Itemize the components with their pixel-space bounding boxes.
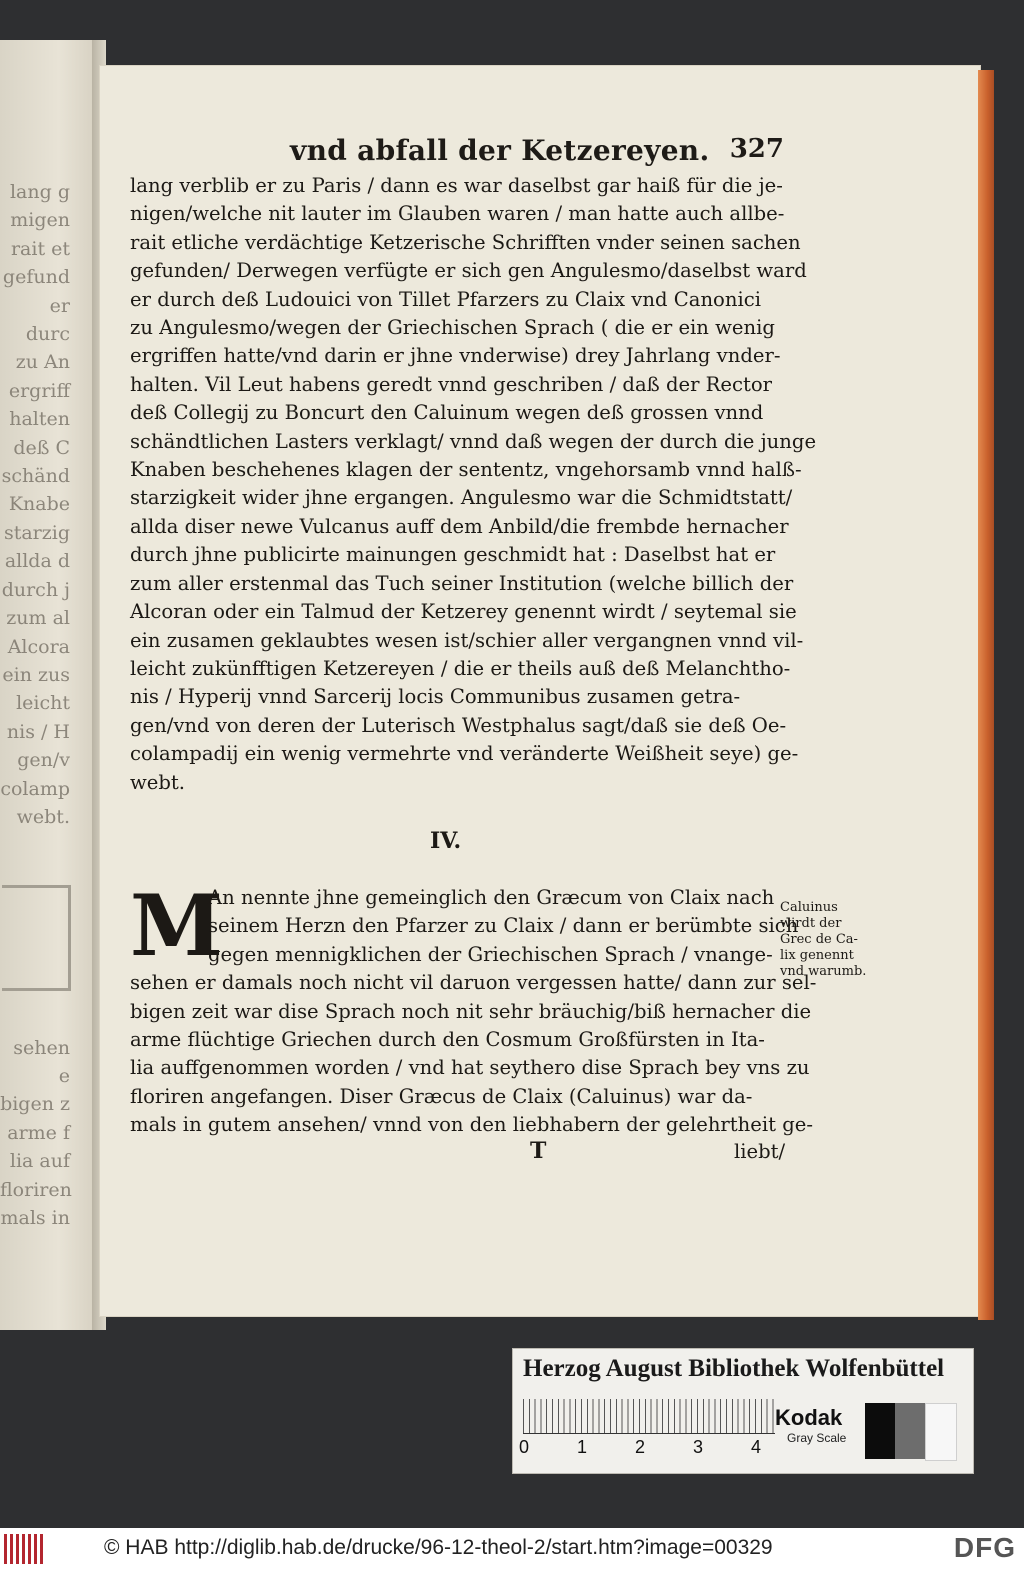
text-line: deß Collegij zu Boncurt den Caluinum wegen deß grossen vnnd bbox=[130, 401, 764, 425]
left-page-bleed-text bbox=[0, 178, 70, 831]
drop-cap-initial: M bbox=[130, 876, 223, 975]
bleed-line: schänd bbox=[1, 465, 70, 488]
text-line: floriren angefangen. Diser Græcus de Claix (Caluinus) war da- bbox=[130, 1084, 753, 1108]
text-line: gefunden/ Derwegen verfügte er sich gen Angulesmo/daselbst ward bbox=[130, 259, 807, 283]
text-line: nigen/welche nit lauter im Glauben waren / man hatte auch allbe- bbox=[130, 202, 785, 226]
bleed-line: arme f bbox=[7, 1121, 70, 1144]
bleed-line: starzig bbox=[3, 521, 70, 544]
page-edge bbox=[978, 70, 994, 1320]
signature-mark: T bbox=[530, 1138, 547, 1164]
ruler-numbers bbox=[519, 1437, 779, 1461]
margin-note-line: lix genennt bbox=[780, 948, 854, 963]
margin-note-line: vnd warumb. bbox=[780, 964, 867, 979]
bleed-line: floriren bbox=[0, 1178, 72, 1201]
bleed-line: leicht bbox=[16, 692, 70, 715]
text-line: Knaben beschehenes klagen der sententz, vngehorsamb vnnd halß- bbox=[130, 458, 802, 482]
text-line: durch jhne publicirte mainungen geschmidt hat : Daselbst hat er bbox=[130, 543, 776, 567]
dfg-logo: DFG bbox=[953, 1532, 1016, 1563]
text-line: zu Angulesmo/wegen der Griechischen Sprach ( die er ein wenig bbox=[130, 316, 775, 340]
gray-scale-label: Gray Scale bbox=[787, 1431, 847, 1445]
bleed-line: migen bbox=[10, 209, 70, 232]
text-line: halten. Vil Leut habens geredt vnnd geschriben / daß der Rector bbox=[130, 372, 773, 396]
left-facing-page bbox=[0, 40, 98, 1330]
text-line: schändtlichen Lasters verklagt/ vnnd daß wegen der durch die junge bbox=[130, 429, 817, 453]
bleed-line: gen/v bbox=[17, 749, 70, 772]
text-line: allda diser newe Vulcanus auff dem Anbild/die frembde hernacher bbox=[130, 514, 789, 538]
margin-note-line: wirdt der bbox=[780, 916, 842, 931]
bleed-line: mals in bbox=[0, 1207, 70, 1230]
bleed-line: nis / H bbox=[6, 720, 70, 743]
catchword: liebt/ bbox=[734, 1140, 786, 1163]
text-line: zum aller erstenmal das Tuch seiner Institution (welche billich der bbox=[130, 571, 794, 595]
bleed-line: gefund bbox=[2, 266, 70, 289]
text-line: Alcoran oder ein Talmud der Ketzerey genennt wirdt / seytemal sie bbox=[130, 600, 797, 624]
scale-ruler bbox=[523, 1399, 775, 1434]
kodak-logo: Kodak bbox=[775, 1405, 843, 1430]
footer-bar bbox=[0, 1528, 1024, 1570]
library-name: Herzog August Bibliothek Wolfenbüttel bbox=[523, 1355, 945, 1382]
ruler-number: 2 bbox=[635, 1437, 646, 1457]
bleed-line bbox=[0, 948, 70, 976]
text-line: leicht zukünfftigen Ketzereyen / die er theils auß deß Melanchtho- bbox=[130, 656, 791, 680]
bleed-line: rait et bbox=[10, 237, 70, 260]
text-line: lang verblib er zu Paris / dann es war daselbst gar haiß für die je- bbox=[130, 174, 783, 197]
text-line: lia auffgenommen worden / vnd hat seythero dise Sprach bey vns zu bbox=[130, 1056, 810, 1080]
bleed-line: ergriff bbox=[8, 379, 70, 402]
ruler-number: 1 bbox=[577, 1437, 588, 1457]
text-line: nis / Hyperij vnnd Sarcerij locis Communibus zusamen getra- bbox=[130, 685, 741, 709]
bleed-line bbox=[0, 920, 70, 948]
bleed-line: allda d bbox=[4, 550, 70, 573]
bleed-line: ein zus bbox=[2, 663, 70, 686]
text-line: bigen zeit war dise Sprach noch nit sehr bräuchig/biß hernacher die bbox=[130, 999, 812, 1023]
ruler-number: 4 bbox=[751, 1437, 762, 1457]
text-line: gen/vnd von deren der Luterisch Westphalus sagt/daß sie deß Oe- bbox=[130, 713, 787, 737]
hab-logo-icon bbox=[4, 1534, 46, 1564]
bleed-line: zum al bbox=[6, 607, 70, 630]
bleed-line: lia auf bbox=[9, 1150, 70, 1173]
swatch-white bbox=[925, 1403, 957, 1461]
text-line: ein zusamen geklaubtes wesen ist/schier aller vergangnen vnnd vil- bbox=[130, 628, 804, 652]
swatch-black bbox=[865, 1403, 895, 1459]
bleed-line: deß C bbox=[13, 436, 70, 459]
bleed-line bbox=[0, 977, 70, 1005]
text-line: er durch deß Ludouici von Tillet Pfarzers zu Claix vnd Canonici bbox=[130, 287, 761, 311]
text-line-indented: gegen mennigklichen der Griechischen Sprach / vnange- bbox=[208, 942, 773, 966]
body-text bbox=[130, 172, 817, 797]
margin-note-line: Grec de Ca- bbox=[780, 932, 858, 947]
bleed-line: Knabe bbox=[8, 493, 70, 516]
bleed-line: bigen z bbox=[0, 1093, 70, 1116]
ruler-number: 3 bbox=[693, 1437, 704, 1457]
bleed-line: Alcora bbox=[7, 635, 70, 658]
page-header bbox=[192, 134, 792, 174]
page-number: 327 bbox=[729, 134, 784, 164]
text-line-indented: An nennte jhne gemeinglich den Græcum von Claix nach bbox=[208, 886, 775, 909]
bleed-line: er durc bbox=[25, 294, 70, 346]
bleed-line: durch j bbox=[1, 578, 70, 601]
library-color-card bbox=[512, 1348, 974, 1474]
footer-source-link[interactable]: © HAB http://diglib.hab.de/drucke/96-12-theol-2/start.htm?image=00329 bbox=[104, 1536, 773, 1559]
text-line: webt. bbox=[130, 770, 186, 794]
bleed-line: webt. bbox=[16, 805, 70, 828]
margin-note-line: Caluinus bbox=[780, 900, 838, 915]
running-head: vnd abfall der Ketzereyen. bbox=[290, 134, 710, 167]
swatch-gray bbox=[895, 1403, 925, 1459]
text-line: colampadij ein wenig vermehrte vnd veränderte Weißheit seye) ge- bbox=[130, 742, 799, 766]
text-line: rait etliche verdächtige Ketzerische Schrifften vnder seinen sachen bbox=[130, 230, 801, 254]
bleed-line: halten bbox=[9, 408, 70, 431]
left-page-bleed-text-lower bbox=[0, 920, 70, 1232]
section-number: IV. bbox=[430, 828, 462, 854]
bleed-line: zu An bbox=[15, 351, 70, 374]
text-line-indented: seinem Herzn den Pfarzer zu Claix / dann er berümbte sich bbox=[208, 914, 799, 938]
bleed-line: lang g bbox=[9, 181, 70, 203]
text-line: mals in gutem ansehen/ vnnd von den liebhabern der gelehrtheit ge- bbox=[130, 1113, 814, 1137]
text-line: sehen er damals noch nicht vil daruon vergessen hatte/ dann zur sel- bbox=[130, 971, 817, 995]
margin-note bbox=[780, 900, 880, 980]
bleed-line: colamp bbox=[0, 777, 70, 800]
bleed-line bbox=[0, 1005, 70, 1033]
text-line: starzigkeit wider jhne ergangen. Angulesmo war die Schmidtstatt/ bbox=[130, 486, 793, 510]
text-line: ergriffen hatte/vnd darin er jhne vnderwise) drey Jahrlang vnder- bbox=[130, 344, 781, 368]
text-line: arme flüchtige Griechen durch den Cosmum Großfürsten in Ita- bbox=[130, 1028, 765, 1052]
bleed-line: sehen e bbox=[13, 1036, 70, 1088]
ruler-number: 0 bbox=[519, 1437, 530, 1457]
